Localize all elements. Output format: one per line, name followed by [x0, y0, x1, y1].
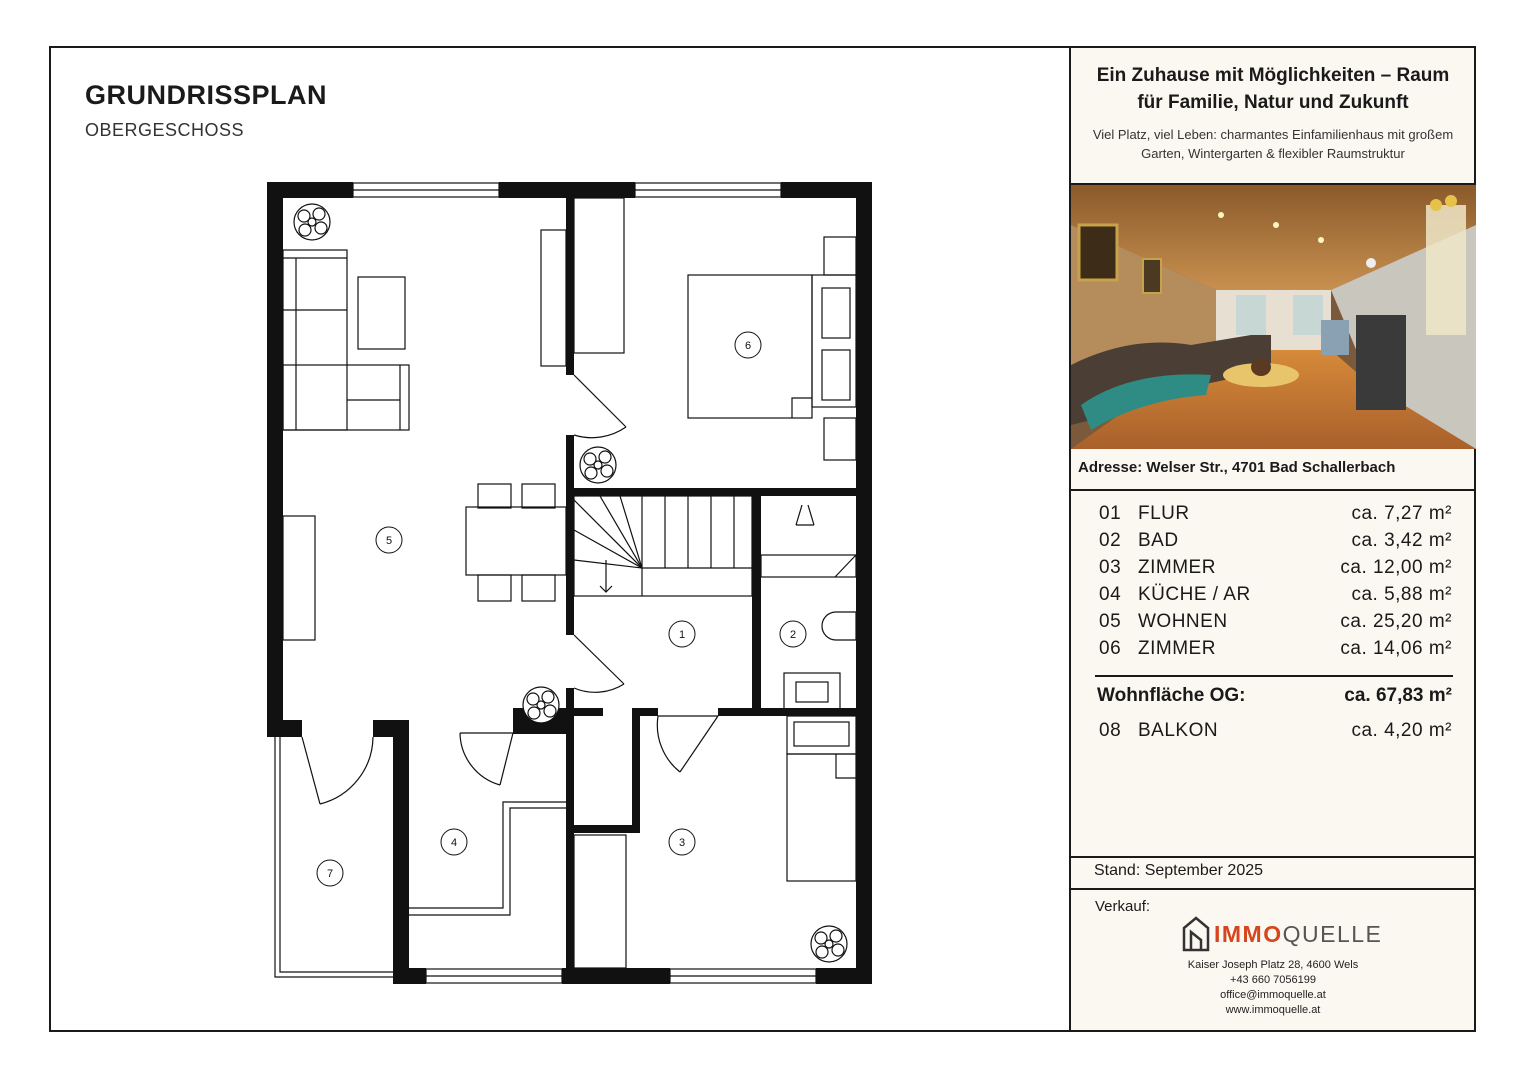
room-row: 04 KÜCHE / AR ca. 5,88 m² — [1099, 584, 1452, 605]
balcony-row: 08 BALKON ca. 4,20 m² — [1099, 720, 1452, 741]
room-label-6 — [735, 332, 761, 358]
room-label-7 — [317, 860, 343, 886]
contact-web[interactable]: www.immoquelle.at — [1225, 1004, 1321, 1016]
svg-text:7: 7 — [326, 868, 334, 880]
total-area-row: Wohnfläche OG: ca. 67,83 m² — [1097, 685, 1452, 706]
contact-email[interactable]: office@immoquelle.at — [1220, 989, 1326, 1001]
listing-subline: Viel Platz, viel Leben: charmantes Einfamilienhaus mit großem Garten, Wintergarten & flexibler Raumstruktur — [1092, 127, 1454, 161]
room-label-1 — [669, 621, 695, 647]
divider — [1071, 856, 1476, 858]
room-label-4 — [441, 829, 467, 855]
contact-block — [1073, 958, 1473, 1018]
svg-text:6: 6 — [744, 340, 752, 352]
plan-subtitle: OBERGESCHOSS — [85, 120, 245, 140]
listing-address: Adresse: Welser Str., 4701 Bad Schallerbach — [1078, 459, 1396, 476]
room-row: 05 WOHNEN ca. 25,20 m² — [1099, 611, 1452, 632]
verkauf-label: Verkauf: — [1095, 898, 1151, 915]
contact-phone: +43 660 7056199 — [1230, 974, 1316, 986]
room-label-5 — [376, 527, 402, 553]
listing-headline: Ein Zuhause mit Möglichkeiten – Raum für Familie, Natur und Zukunft — [1096, 65, 1450, 113]
room-row: 06 ZIMMER ca. 14,06 m² — [1099, 638, 1452, 659]
room-row: 01 FLUR ca. 7,27 m² — [1099, 503, 1452, 524]
svg-text:2: 2 — [789, 629, 797, 641]
brand-wordmark: IMMOQUELLE — [1214, 921, 1383, 947]
plan-title: GRUNDRISSPLAN — [85, 80, 328, 110]
immoquelle-logo-icon — [1181, 914, 1211, 954]
svg-text:1: 1 — [678, 629, 686, 641]
svg-text:4: 4 — [450, 837, 458, 849]
living-room-photo — [1071, 185, 1476, 449]
floor-plan — [260, 175, 880, 995]
divider — [1071, 489, 1476, 491]
svg-text:3: 3 — [678, 837, 686, 849]
stand-date: Stand: September 2025 — [1094, 862, 1264, 879]
room-label-3 — [669, 829, 695, 855]
room-label-2 — [780, 621, 806, 647]
contact-address: Kaiser Joseph Platz 28, 4600 Wels — [1187, 959, 1359, 971]
svg-text:5: 5 — [385, 535, 393, 547]
divider — [1071, 888, 1476, 890]
room-row: 02 BAD ca. 3,42 m² — [1099, 530, 1452, 551]
room-row: 03 ZIMMER ca. 12,00 m² — [1099, 557, 1452, 578]
divider — [1095, 675, 1453, 677]
